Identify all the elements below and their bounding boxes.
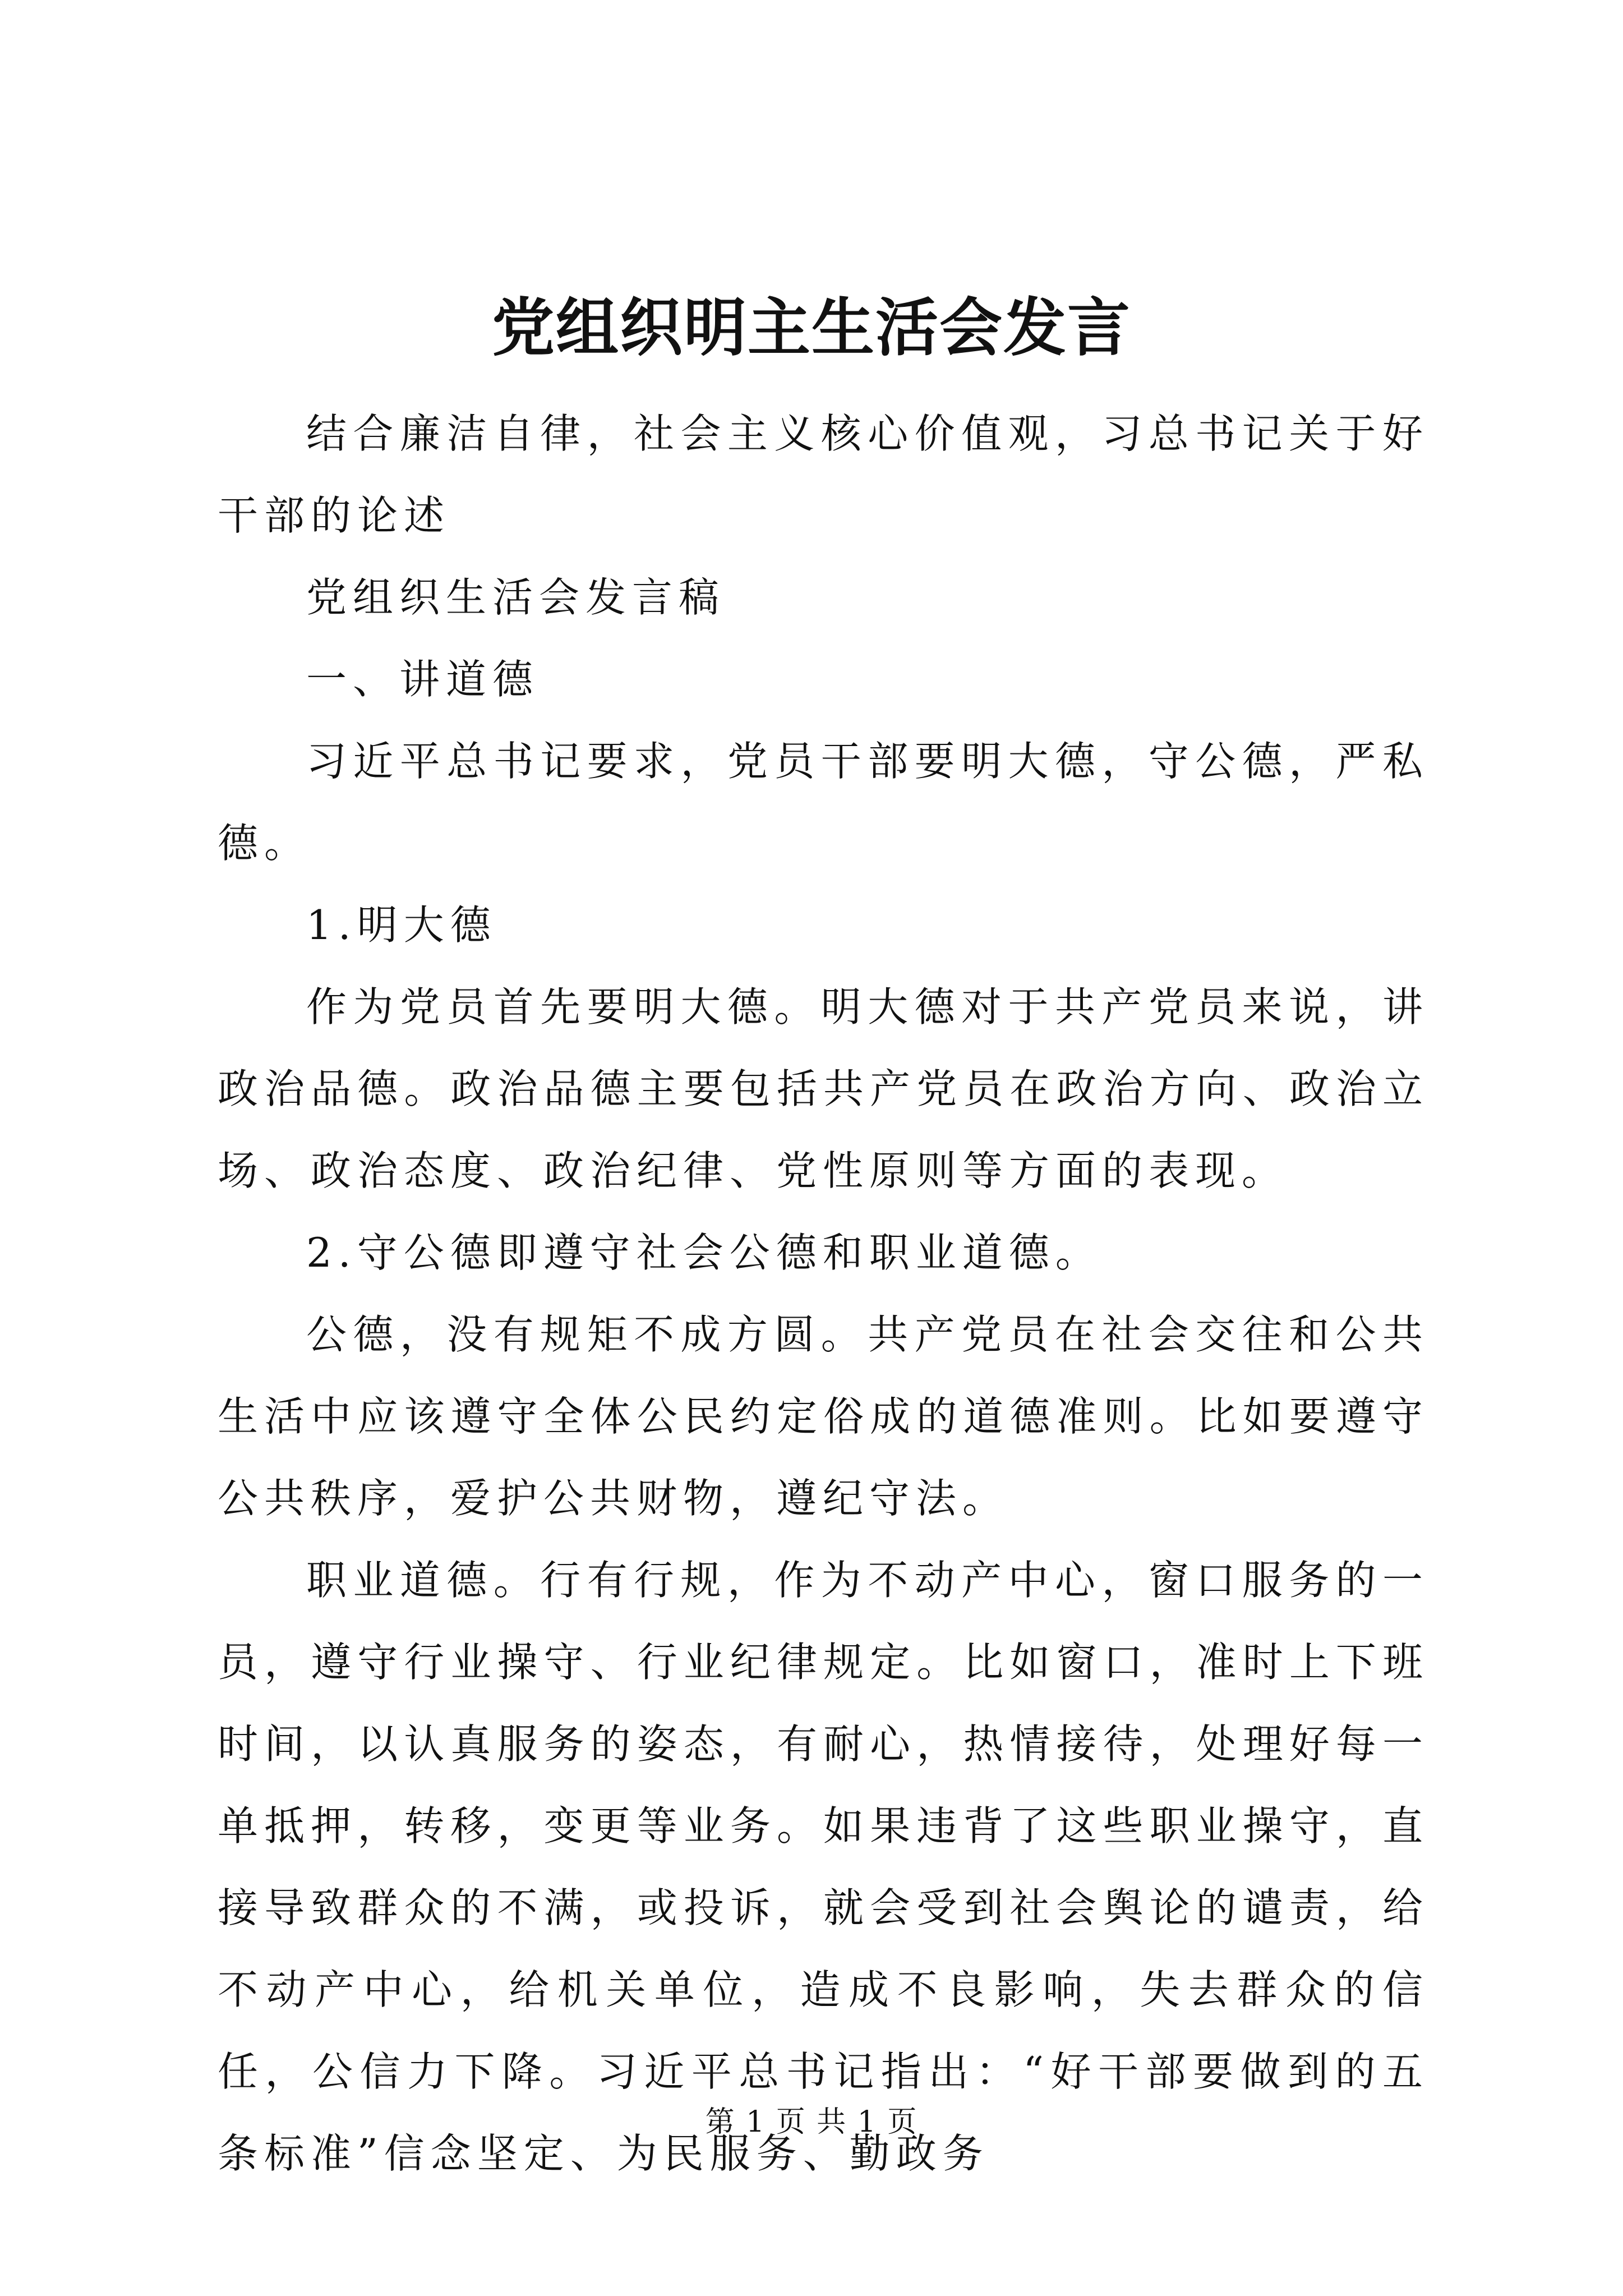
- paragraph-subheading-2: 2.守公德即遵守社会公德和职业道德。: [306, 1229, 1102, 1276]
- paragraph-professional-ethics: 职业道德。行有行规，作为不动产中心，窗口服务的一员，遵守行业操守、行业纪律规定。比如窗口，准时上下班时间，以认真服务的姿态，有耐心，热情接待，处理好每一单抵押，转移，变更等业务。如果违背了这些职业操守，直接导致群众的不满，或投诉，就会受到社会舆论的谴责，给不动产中心，给机关单位，造成不良影响，失去群众的信任，公信力下降。习近平总书记指出：“好干部要做到的五条标准”信念坚定、为民服务、勤政务: [218, 1557, 1429, 2177]
- paragraph-requirement: 习近平总书记要求，党员干部要明大德，守公德，严私德。: [218, 738, 1429, 867]
- document-body: [218, 393, 1429, 2194]
- paragraph-section-heading: 一、讲道德: [306, 656, 540, 703]
- paragraph-intro: 结合廉洁自律，社会主义核心价值观，习总书记关于好干部的论述: [218, 410, 1429, 539]
- paragraph-political-virtue: 作为党员首先要明大德。明大德对于共产党员来说，讲政治品德。政治品德主要包括共产党员在政治方向、政治立场、政治态度、政治纪律、党性原则等方面的表现。: [218, 983, 1429, 1194]
- page-footer: 第 1 页 共 1 页: [705, 2105, 918, 2139]
- paragraph-subheading-1: 1.明大德: [306, 901, 497, 949]
- document-title: 党组织明主生活会发言: [492, 291, 1131, 365]
- paragraph-heading-speech: 党组织生活会发言稿: [306, 574, 726, 621]
- paragraph-public-virtue: 公德，没有规矩不成方圆。共产党员在社会交往和公共生活中应该遵守全体公民约定俗成的道德准则。比如要遵守公共秩序，爱护公共财物，遵纪守法。: [218, 1311, 1429, 1522]
